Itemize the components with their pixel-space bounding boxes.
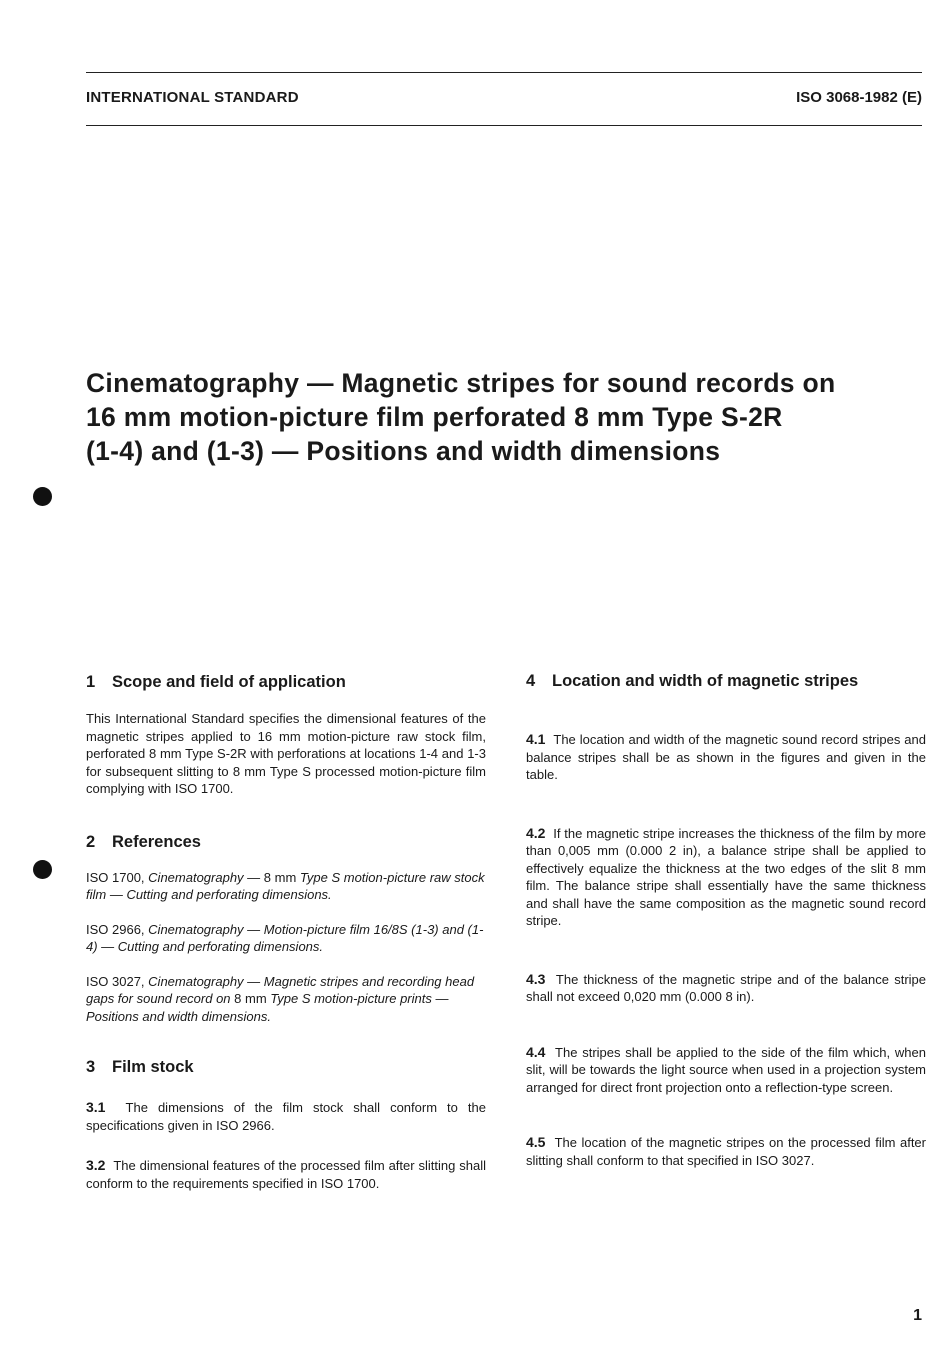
clause-3-1: 3.1 The dimensions of the film stock shall conform to the specifications given in ISO 2966. — [86, 1099, 486, 1133]
clause-4-4: 4.4 The stripes shall be applied to the side of the film which, when slit, will be towards the light source when used in a projection system arranged for direct front projection onto a reflection-type screen. — [526, 1043, 926, 1095]
clause-4-5: 4.5 The location of the magnetic stripes on the processed film after slitting shall conform to that specified in ISO 3027. — [526, 1134, 926, 1168]
clause-4-2: 4.2 If the magnetic stripe increases the thickness of the film by more than 0,005 mm (0.000 2 in), a balance stripe shall be applied to effectively equalize the thickness at the two edges of the slit 8 mm film. The balance stripe shall essentially have the same thickness and shall have the same composition as the magnetic sound record stripe. — [526, 824, 926, 928]
header-bottom-rule — [86, 125, 922, 126]
document-title — [86, 366, 926, 468]
header-top-rule — [86, 72, 922, 73]
header-standard-label: INTERNATIONAL STANDARD — [86, 89, 299, 106]
punch-hole-mark-lower — [33, 860, 52, 879]
title-line-3: (1-4) and (1-3) — Positions and width dimensions — [86, 436, 721, 466]
header-standard-number: ISO 3068-1982 (E) — [796, 89, 922, 106]
section-2-heading: 2 References — [86, 832, 201, 851]
section-3-heading: 3 Film stock — [86, 1058, 194, 1076]
section-1-heading: 1 Scope and field of application — [86, 673, 346, 691]
right-column — [526, 671, 926, 1169]
clause-3-2: 3.2 The dimensional features of the processed film after slitting shall conform to the requirements specified in ISO 1700. — [86, 1157, 486, 1191]
section-4-heading: 4 Location and width of magnetic stripes — [526, 672, 859, 690]
reference-iso-1700: ISO 1700, Cinematography — 8 mm Type S motion-picture raw stock film — Cutting and perforating dimensions. — [86, 869, 485, 902]
clause-4-3: 4.3 The thickness of the magnetic stripe and of the balance stripe shall not exceed 0,020 mm (0.000 8 in). — [526, 970, 927, 1004]
punch-hole-mark-upper — [33, 487, 52, 506]
left-column — [86, 672, 486, 1192]
clause-4-1: 4.1 The location and width of the magnetic sound record stripes and balance stripes shall be as shown in the figures and given in the table. — [526, 731, 926, 782]
section-1-text: This International Standard specifies the dimensional features of the magnetic stripes applied to 16 mm motion-picture raw stock film, perforated 8 mm Type S-2R with perforations at locations 1-4 and 1-3 for subsequent slitting to 8 mm Type S processed motion-picture film complying with ISO 1700. — [86, 711, 486, 796]
title-line-1: Cinematography — Magnetic stripes for sound records on — [86, 368, 836, 398]
title-line-2: 16 mm motion-picture film perforated 8 mm Type S-2R — [86, 402, 783, 432]
reference-iso-3027: ISO 3027, Cinematography — Magnetic stripes and recording head gaps for sound record on 8 mm Type S motion-picture prints — Positions and width dimensions. — [86, 973, 475, 1024]
page-number: 1 — [913, 1307, 922, 1324]
reference-iso-2966: ISO 2966, Cinematography — Motion-picture film 16/8S (1-3) and (1-4) — Cutting and perforating dimensions. — [86, 921, 484, 954]
